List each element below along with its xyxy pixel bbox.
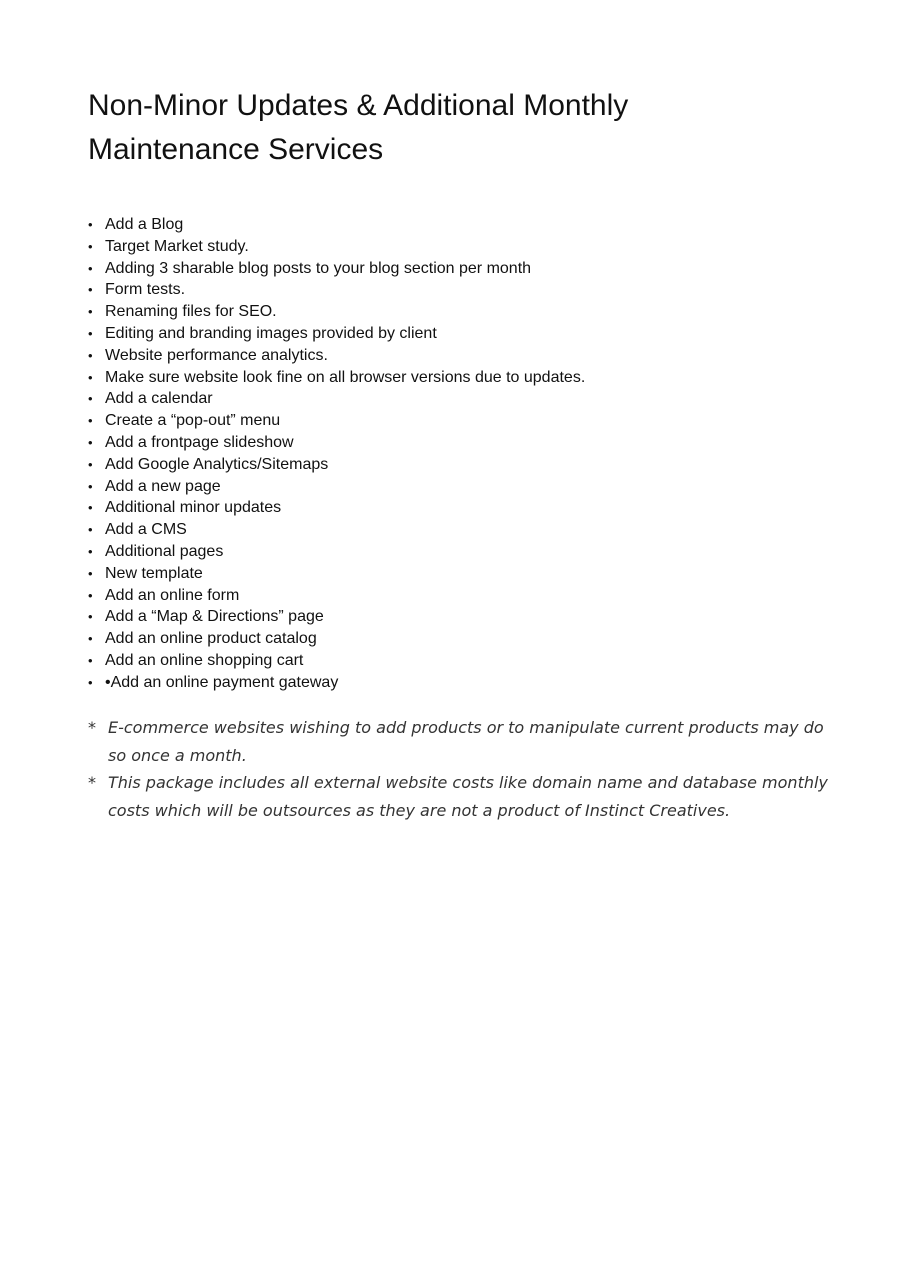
footnote-external-costs: [88, 769, 828, 824]
list-item-text: Make sure website look fine on all browser versions due to updates.: [105, 368, 586, 386]
list-item: [88, 563, 585, 585]
list-item: [88, 628, 585, 650]
list-item: [88, 519, 585, 541]
list-item-text: •Add an online payment gateway: [105, 673, 339, 691]
bullet-icon: •: [88, 609, 93, 625]
bullet-icon: •: [88, 238, 93, 254]
bullet-icon: •: [88, 543, 93, 559]
title-line-2: Maintenance Services: [88, 133, 384, 166]
bullet-icon: •: [88, 304, 93, 320]
asterisk-marker: *: [88, 773, 96, 792]
list-item-text: Renaming files for SEO.: [105, 303, 277, 321]
list-item: [88, 476, 585, 498]
bullet-icon: •: [88, 282, 93, 298]
list-item: [88, 454, 585, 476]
list-item-text: Add a CMS: [105, 521, 187, 539]
list-item: [88, 606, 585, 628]
list-item-text: Website performance analytics.: [105, 346, 328, 364]
bullet-icon: •: [88, 369, 93, 385]
list-item-text: Create a “pop-out” menu: [105, 412, 281, 430]
bullet-icon: •: [88, 565, 93, 581]
asterisk-marker: *: [88, 718, 96, 737]
list-item-text: Form tests.: [105, 281, 186, 299]
bullet-icon: •: [88, 391, 93, 407]
list-item: [88, 497, 585, 519]
list-item: [88, 388, 585, 410]
list-item-text: New template: [105, 564, 203, 582]
bullet-icon: •: [88, 456, 93, 472]
list-item-text: Additional pages: [105, 542, 224, 560]
bullet-icon: •: [88, 500, 93, 516]
bullet-icon: •: [88, 587, 93, 603]
bullet-icon: •: [88, 652, 93, 668]
list-item: [88, 367, 585, 389]
bullet-icon: •: [88, 522, 93, 538]
page-title: [88, 84, 828, 172]
list-item-text: Add a calendar: [105, 390, 213, 408]
list-item: [88, 672, 585, 694]
list-item: [88, 258, 585, 280]
list-item-text: Add a frontpage slideshow: [105, 433, 294, 451]
bullet-icon: •: [88, 347, 93, 363]
list-item: [88, 236, 585, 258]
list-item-text: Editing and branding images provided by client: [105, 324, 437, 342]
list-item-text: Add an online product catalog: [105, 630, 317, 648]
bullet-icon: •: [88, 260, 93, 276]
footnote-ecommerce: [88, 714, 828, 769]
list-item-text: Adding 3 sharable blog posts to your blog section per month: [105, 259, 532, 277]
list-item-text: Target Market study.: [105, 237, 249, 255]
list-item: [88, 410, 585, 432]
list-item: [88, 323, 585, 345]
list-item-text: Add a Blog: [105, 216, 184, 233]
footnote-text: E-commerce websites wishing to add products or to manipulate current products may do so once a month.: [108, 718, 824, 765]
list-item-text: Additional minor updates: [105, 499, 282, 517]
list-item: [88, 541, 585, 563]
bullet-icon: •: [88, 478, 93, 494]
bullet-icon: •: [88, 413, 93, 429]
document-page: [88, 84, 828, 820]
list-item: [88, 301, 585, 323]
list-item: [88, 432, 585, 454]
list-item-text: Add an online form: [105, 586, 240, 604]
title-line-1: Non-Minor Updates & Additional Monthly: [88, 89, 629, 122]
services-list: [88, 214, 585, 694]
list-item-text: Add an online shopping cart: [105, 651, 304, 669]
list-item-text: Add a “Map & Directions” page: [105, 608, 324, 626]
list-item: [88, 279, 585, 301]
bullet-icon: •: [88, 217, 93, 232]
bullet-icon: •: [88, 631, 93, 647]
bullet-icon: •: [88, 674, 93, 690]
list-item: [88, 585, 585, 607]
footnotes: [88, 714, 828, 824]
list-item-text: Add a new page: [105, 477, 221, 495]
list-item: [88, 650, 585, 672]
bullet-icon: •: [88, 325, 93, 341]
list-item-text: Add Google Analytics/Sitemaps: [105, 455, 329, 473]
bullet-icon: •: [88, 434, 93, 450]
list-item: [88, 214, 585, 236]
list-item: [88, 345, 585, 367]
footnote-text: This package includes all external website costs like domain name and database monthly costs which will be outsources as they are not a product of Instinct Creatives.: [108, 773, 828, 820]
